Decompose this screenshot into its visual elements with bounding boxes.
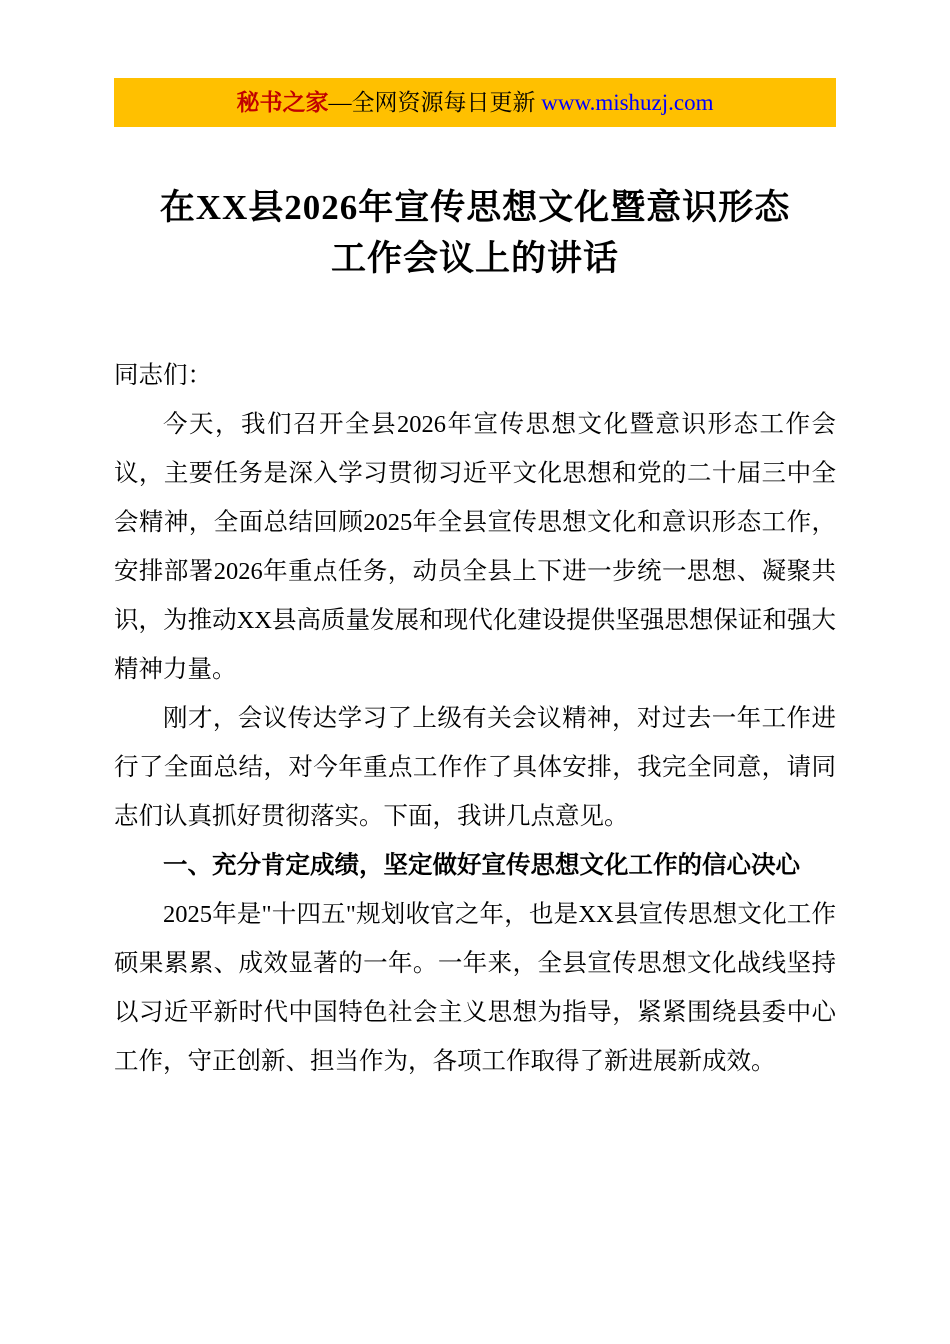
- header-tagline: —全网资源每日更新: [328, 90, 542, 115]
- paragraph-3: 2025年是"十四五"规划收官之年，也是XX县宣传思想文化工作硕果累累、成效显著的一年。一年来，全县宣传思想文化战线坚持以习近平新时代中国特色社会主义思想为指导，紧紧围绕县委中心工作，守正创新、担当作为，各项工作取得了新进展新成效。: [114, 900, 836, 1075]
- paragraph-1: 今天，我们召开全县2026年宣传思想文化暨意识形态工作会议，主要任务是深入学习贯彻习近平文化思想和党的二十届三中全会精神，全面总结回顾2025年全县宣传思想文化和意识形态工作，安排部署2026年重点任务，动员全县上下进一步统一思想、凝聚共识，为推动XX县高质量发展和现代化建设提供坚强思想保证和强大精神力量。: [114, 410, 836, 683]
- document-body: [114, 351, 836, 1086]
- brand-text: 秘书之家: [236, 90, 329, 115]
- site-url-link[interactable]: www.mishuzj.com: [541, 90, 714, 115]
- title-line-1: 在XX县2026年宣传思想文化暨意识形态: [159, 188, 791, 227]
- document-title: [114, 183, 836, 285]
- salutation: 同志们：: [114, 361, 212, 389]
- header-banner: [114, 78, 836, 127]
- title-line-2: 工作会议上的讲话: [330, 238, 619, 278]
- section-heading-1: 一、充分肯定成绩，坚定做好宣传思想文化工作的信心决心: [163, 851, 800, 879]
- paragraph-2: 刚才，会议传达学习了上级有关会议精神，对过去一年工作进行了全面总结，对今年重点工作作了具体安排，我完全同意，请同志们认真抓好贯彻落实。下面，我讲几点意见。: [114, 704, 836, 830]
